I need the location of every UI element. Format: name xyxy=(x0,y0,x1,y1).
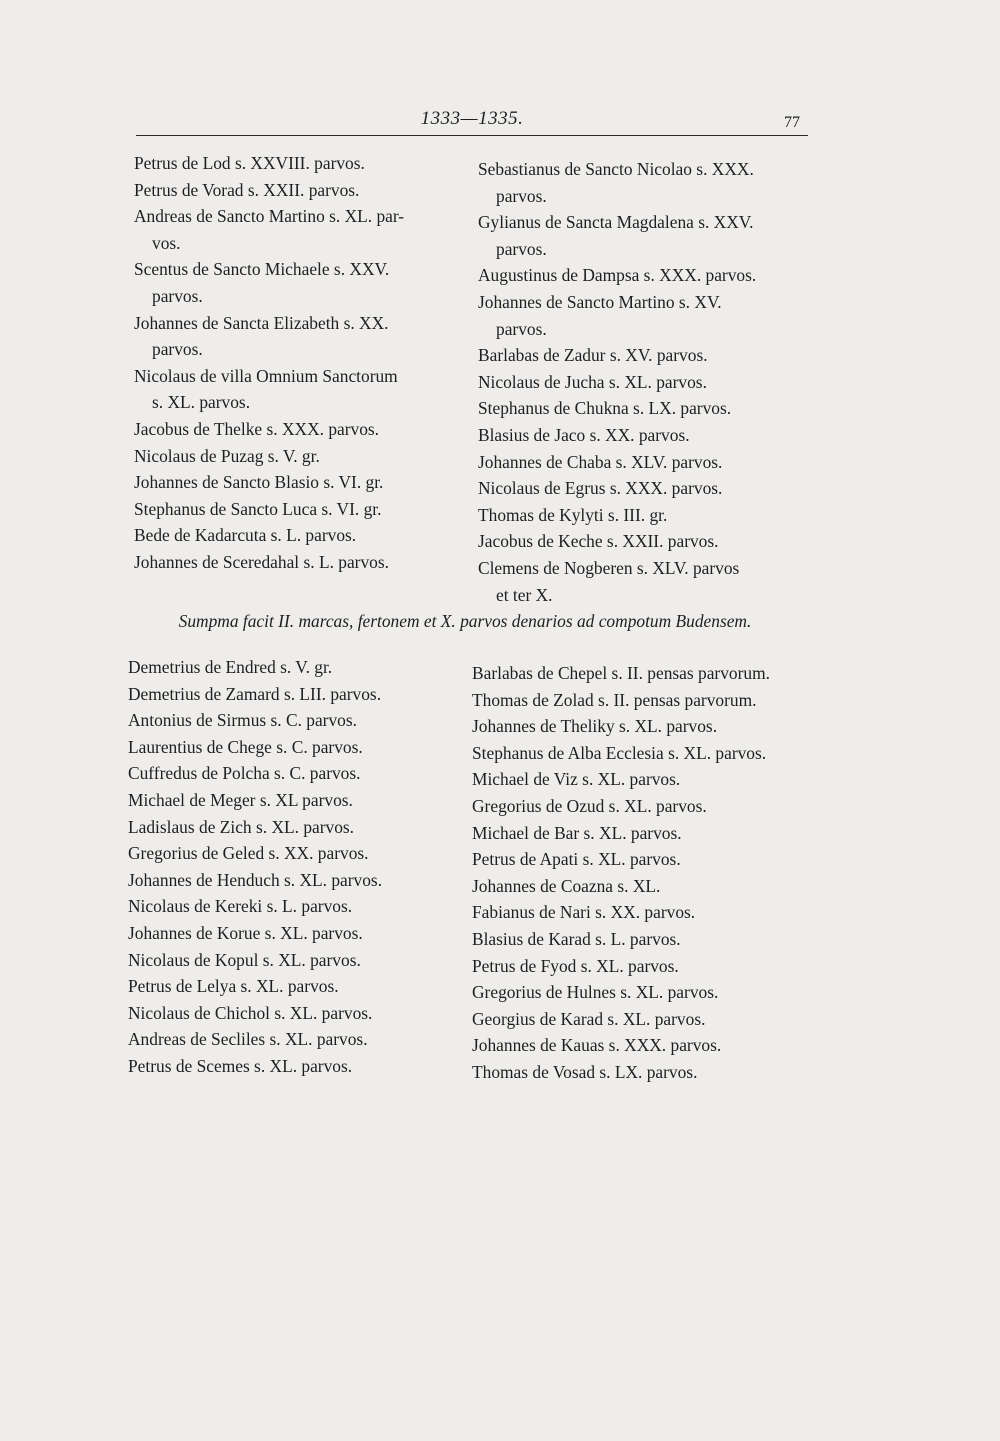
list-item xyxy=(134,177,464,204)
list-item xyxy=(472,926,812,953)
entry-line: Georgius de Karad s. XL. parvos. xyxy=(472,1008,706,1029)
list-item xyxy=(128,760,458,787)
list-item xyxy=(478,555,808,608)
list-item xyxy=(478,369,808,396)
entry-line: Nicolaus de Chichol s. XL. parvos. xyxy=(128,1002,373,1023)
entry-line: Petrus de Scemes s. XL. parvos. xyxy=(128,1055,353,1076)
list-item xyxy=(472,979,812,1006)
entry-line: Cuffredus de Polcha s. C. parvos. xyxy=(128,763,361,784)
entry-line: Michael de Viz s. XL. parvos. xyxy=(472,769,681,790)
list-item xyxy=(128,1026,458,1053)
list-item xyxy=(472,1006,812,1033)
entry-line: Ladislaus de Zich s. XL. parvos. xyxy=(128,816,355,837)
entry-line: Scentus de Sancto Michaele s. XXV. xyxy=(134,259,390,280)
entry-continuation-line: parvos. xyxy=(152,339,203,360)
page-header xyxy=(136,108,808,132)
entry-line: Stephanus de Alba Ecclesia s. XL. parvos. xyxy=(472,742,767,763)
entry-line: Johannes de Sancta Elizabeth s. XX. xyxy=(134,312,389,333)
list-item xyxy=(128,867,458,894)
list-item xyxy=(134,310,464,363)
entry-line: Johannes de Theliky s. XL. parvos. xyxy=(472,716,718,737)
list-item xyxy=(472,687,812,714)
entry-line: Laurentius de Chege s. C. parvos. xyxy=(128,736,363,757)
entry-continuation-line: parvos. xyxy=(496,238,547,259)
entry-continuation-line: vos. xyxy=(152,232,181,253)
list-item xyxy=(472,899,812,926)
entry-line: Johannes de Henduch s. XL. parvos. xyxy=(128,869,383,890)
entry-line: Nicolaus de Egrus s. XXX. parvos. xyxy=(478,478,723,499)
list-item xyxy=(128,734,458,761)
list-item xyxy=(134,256,464,309)
entry-line: Petrus de Lod s. XXVIII. parvos. xyxy=(134,153,365,173)
entry-continuation-line: parvos. xyxy=(496,318,547,339)
entry-line: Johannes de Sancto Martino s. XV. xyxy=(478,291,722,312)
list-item xyxy=(478,528,808,555)
entry-line: Johannes de Coazna s. XL. xyxy=(472,875,661,896)
entry-line: Augustinus de Dampsa s. XXX. parvos. xyxy=(478,265,757,286)
entry-line: Petrus de Vorad s. XXII. parvos. xyxy=(134,179,360,200)
list-item xyxy=(128,787,458,814)
list-item xyxy=(134,203,464,256)
entry-continuation-line: et ter X. xyxy=(496,584,553,605)
list-item xyxy=(472,820,812,847)
list-item xyxy=(478,449,808,476)
entry-line: Jacobus de Keche s. XXII. parvos. xyxy=(478,531,719,552)
entry-line: Johannes de Sancto Blasio s. VI. gr. xyxy=(134,472,384,493)
list-item xyxy=(128,681,458,708)
list-item xyxy=(472,846,812,873)
list-item xyxy=(472,1059,812,1086)
entry-continuation-line: parvos. xyxy=(496,185,547,206)
list-item xyxy=(478,262,808,289)
list-item xyxy=(128,893,458,920)
entry-line: Thomas de Kylyti s. III. gr. xyxy=(478,504,668,525)
list-item xyxy=(472,873,812,900)
list-item xyxy=(472,953,812,980)
entry-line: Blasius de Jaco s. XX. parvos. xyxy=(478,424,690,445)
list-item xyxy=(128,1053,458,1080)
entries-block2-right xyxy=(472,660,812,1086)
entry-line: Petrus de Apati s. XL. parvos. xyxy=(472,849,681,870)
entry-continuation-line: parvos. xyxy=(152,285,203,306)
list-item xyxy=(472,740,812,767)
entry-line: Sebastianus de Sancto Nicolao s. XXX. xyxy=(478,159,754,179)
list-item xyxy=(128,654,458,681)
list-item xyxy=(478,156,808,209)
entry-line: Blasius de Karad s. L. parvos. xyxy=(472,928,681,949)
entry-line: Nicolaus de Jucha s. XL. parvos. xyxy=(478,371,707,392)
list-item xyxy=(128,814,458,841)
entry-line: Bede de Kadarcuta s. L. parvos. xyxy=(134,525,357,546)
list-item xyxy=(128,947,458,974)
list-item xyxy=(478,475,808,502)
entry-line: Barlabas de Zadur s. XV. parvos. xyxy=(478,345,708,366)
entry-line: Fabianus de Nari s. XX. parvos. xyxy=(472,902,696,923)
list-item xyxy=(472,660,812,687)
entry-line: Nicolaus de Puzag s. V. gr. xyxy=(134,445,320,466)
header-rule xyxy=(136,135,808,136)
entries-block2-left xyxy=(128,654,458,1080)
entry-line: Andreas de Sancto Martino s. XL. par- xyxy=(134,206,405,227)
entry-line: Clemens de Nogberen s. XLV. parvos xyxy=(478,557,740,578)
list-item xyxy=(134,416,464,443)
entry-line: Nicolaus de villa Omnium Sanctorum xyxy=(134,365,398,386)
list-item xyxy=(134,522,464,549)
running-title-years: 1333—1335. xyxy=(420,108,524,129)
entry-line: Gregorius de Hulnes s. XL. parvos. xyxy=(472,982,719,1003)
list-item xyxy=(472,713,812,740)
entry-line: Barlabas de Chepel s. II. pensas parvorum. xyxy=(472,663,770,683)
list-item xyxy=(472,766,812,793)
entry-line: Johannes de Chaba s. XLV. parvos. xyxy=(478,451,723,472)
list-item xyxy=(134,469,464,496)
list-item xyxy=(134,150,464,177)
entry-line: Gregorius de Ozud s. XL. parvos. xyxy=(472,795,707,816)
entry-line: Johannes de Sceredahal s. L. parvos. xyxy=(134,551,389,572)
entry-line: Andreas de Secliles s. XL. parvos. xyxy=(128,1029,368,1050)
entry-line: Thomas de Vosad s. LX. parvos. xyxy=(472,1061,698,1082)
list-item xyxy=(478,289,808,342)
list-item xyxy=(134,443,464,470)
entry-line: Petrus de Fyod s. XL. parvos. xyxy=(472,955,679,976)
list-item xyxy=(478,209,808,262)
entry-line: Thomas de Zolad s. II. pensas parvorum. xyxy=(472,689,757,710)
list-item xyxy=(134,363,464,416)
list-item xyxy=(134,496,464,523)
list-item xyxy=(478,502,808,529)
list-item xyxy=(478,395,808,422)
list-item xyxy=(134,549,464,576)
entries-block1-right xyxy=(478,156,808,608)
entry-line: Petrus de Lelya s. XL. parvos. xyxy=(128,976,339,997)
entry-line: Gregorius de Geled s. XX. parvos. xyxy=(128,843,369,864)
list-item xyxy=(472,1032,812,1059)
entry-line: Demetrius de Zamard s. LII. parvos. xyxy=(128,683,382,704)
list-item xyxy=(128,707,458,734)
entry-line: Demetrius de Endred s. V. gr. xyxy=(128,657,333,677)
entry-line: Gylianus de Sancta Magdalena s. XXV. xyxy=(478,212,754,233)
list-item xyxy=(128,920,458,947)
entry-continuation-line: s. XL. parvos. xyxy=(152,392,251,413)
list-item xyxy=(128,1000,458,1027)
entry-line: Michael de Bar s. XL. parvos. xyxy=(472,822,682,843)
entry-line: Stephanus de Chukna s. LX. parvos. xyxy=(478,398,732,419)
entry-line: Johannes de Kauas s. XXX. parvos. xyxy=(472,1035,722,1056)
entry-line: Antonius de Sirmus s. C. parvos. xyxy=(128,710,357,731)
entry-line: Nicolaus de Kereki s. L. parvos. xyxy=(128,896,353,917)
list-item xyxy=(472,793,812,820)
list-item xyxy=(478,342,808,369)
list-item xyxy=(128,973,458,1000)
entry-line: Jacobus de Thelke s. XXX. parvos. xyxy=(134,418,380,439)
summa-line: Sumpma facit II. marcas, fertonem et X. parvos denarios ad compotum Budensem. xyxy=(178,611,752,631)
list-item xyxy=(478,422,808,449)
entry-line: Michael de Meger s. XL parvos. xyxy=(128,789,353,810)
list-item xyxy=(128,840,458,867)
entry-line: Nicolaus de Kopul s. XL. parvos. xyxy=(128,949,361,970)
entries-block1-left xyxy=(134,150,464,576)
entry-line: Stephanus de Sancto Luca s. VI. gr. xyxy=(134,498,382,519)
page-number: 77 xyxy=(784,114,800,131)
entry-line: Johannes de Korue s. XL. parvos. xyxy=(128,922,363,943)
